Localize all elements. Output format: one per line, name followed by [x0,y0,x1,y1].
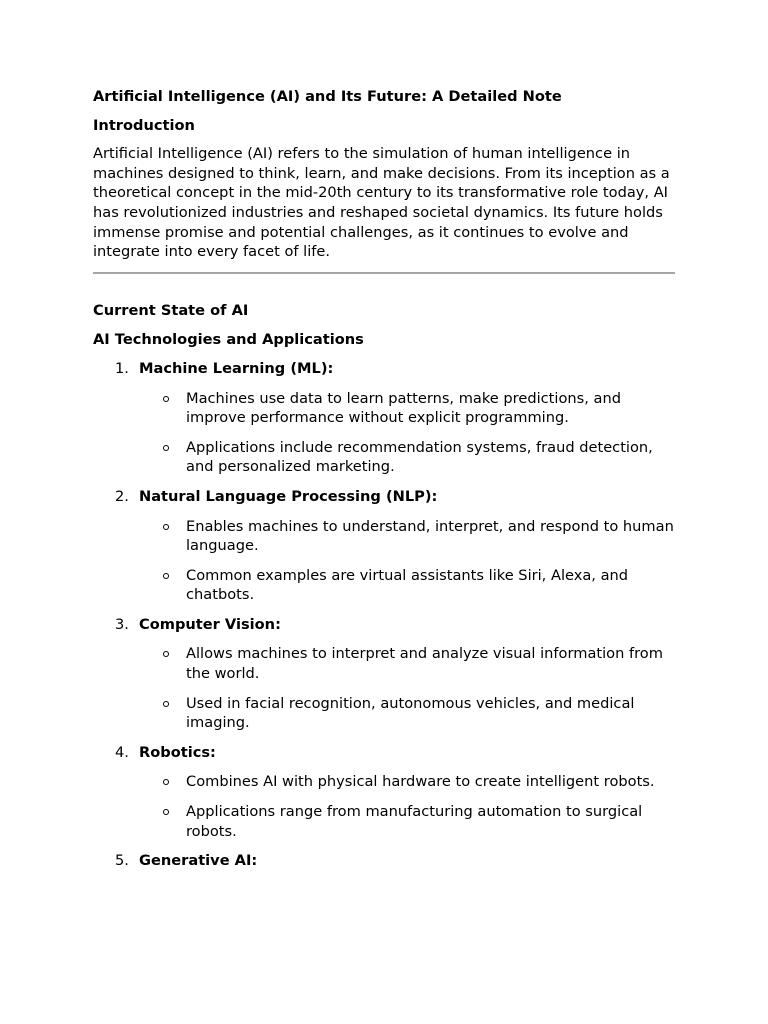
sub-heading-technologies: AI Technologies and Applications [93,331,364,349]
horizontal-divider [93,272,675,274]
list-item [93,389,675,428]
topic-number: 1. [115,359,129,377]
list-item [93,644,675,683]
topic-number: 4. [115,743,129,761]
point-text: Enables machines to understand, interpret, and respond to human language. [186,517,674,555]
topic-item [93,359,675,477]
topic-points [93,517,675,605]
list-item [93,517,675,556]
topic-item [93,851,675,871]
topic-title: Natural Language Processing (NLP): [139,487,438,505]
topic-number: 3. [115,615,129,633]
topic-item [93,487,675,605]
list-item [93,802,675,841]
document-content [93,87,675,881]
hollow-bullet-icon [163,524,169,530]
topics-list [93,359,675,871]
list-item [93,438,675,477]
topic-item [93,615,675,733]
hollow-bullet-icon [163,651,169,657]
hollow-bullet-icon [163,396,169,402]
document-title: Artificial Intelligence (AI) and Its Future: A Detailed Note [93,88,562,105]
introduction-paragraph: Artificial Intelligence (AI) refers to the simulation of human intelligence in machines designed to think, learn, and make decisions. From its inception as a theoretical concept in the mid-20th century to its transformative role today, AI has revolutionized industries and reshaped societal dynamics. Its future holds immense promise and potential challenges, as it continues to evolve and integrate into every facet of life. [93,145,670,261]
point-text: Machines use data to learn patterns, make predictions, and improve performance without explicit programming. [186,389,621,427]
topic-number: 5. [115,852,129,870]
list-item [93,772,675,792]
list-item [93,566,675,605]
hollow-bullet-icon [163,779,169,785]
section-heading-current-state: Current State of AI [93,301,249,319]
point-text: Used in facial recognition, autonomous vehicles, and medical imaging. [186,694,635,732]
point-text: Applications include recommendation systems, fraud detection, and personalized marketing. [186,438,653,476]
list-item [93,694,675,733]
topic-number: 2. [115,487,129,505]
point-text: Combines AI with physical hardware to create intelligent robots. [186,773,655,791]
hollow-bullet-icon [163,573,169,579]
hollow-bullet-icon [163,701,169,707]
point-text: Allows machines to interpret and analyze visual information from the world. [186,645,663,683]
topic-item [93,743,675,841]
point-text: Common examples are virtual assistants like Siri, Alexa, and chatbots. [186,566,629,604]
topic-title: Robotics: [139,743,216,761]
point-text: Applications range from manufacturing automation to surgical robots. [186,803,643,840]
topic-title: Machine Learning (ML): [139,359,334,377]
introduction-heading: Introduction [93,116,195,134]
topic-points [93,772,675,841]
hollow-bullet-icon [163,809,169,815]
topic-title: Generative AI: [139,852,258,870]
topic-title: Computer Vision: [139,615,281,633]
topic-points [93,644,675,732]
topic-points [93,389,675,477]
hollow-bullet-icon [163,445,169,451]
